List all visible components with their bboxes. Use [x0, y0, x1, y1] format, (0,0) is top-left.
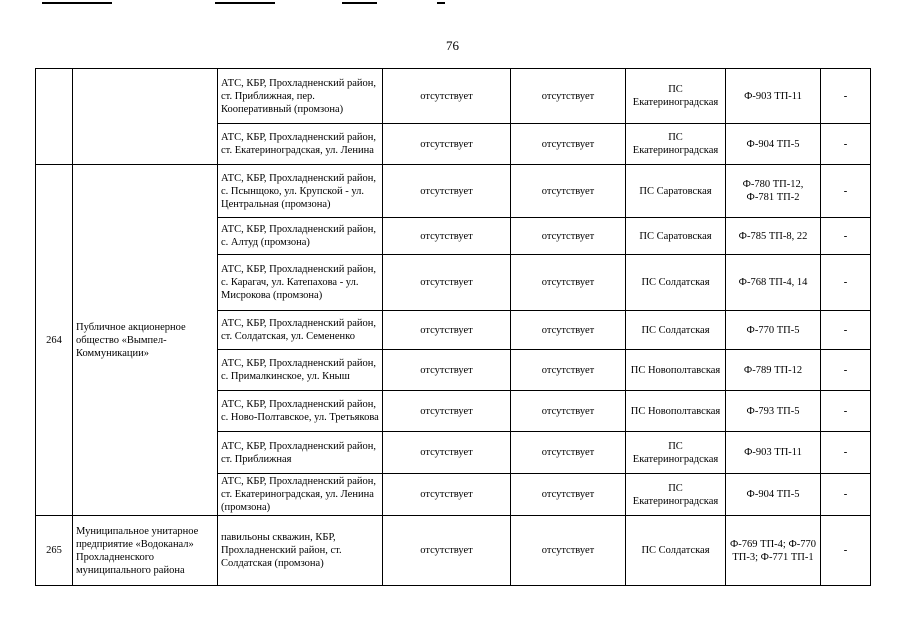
feeder-tp: Ф-904 ТП-5	[726, 124, 821, 165]
note-cell: -	[821, 516, 871, 586]
status-cell: отсутствует	[511, 350, 626, 391]
object-location: АТС, КБР, Прохладненский район, ст. Екатериноградская, ул. Ленина (промзона)	[218, 474, 383, 516]
entry-number: 265	[36, 516, 73, 586]
status-cell: отсутствует	[511, 391, 626, 432]
feeder-tp: Ф-903 ТП-11	[726, 69, 821, 124]
note-cell: -	[821, 311, 871, 350]
substation-name: ПС Солдатская	[626, 255, 726, 311]
object-location: павильоны скважин, КБР, Прохладненский район, ст. Солдатская (промзона)	[218, 516, 383, 586]
header-rule-3	[342, 2, 377, 4]
substation-name: ПС Новополтавская	[626, 350, 726, 391]
status-cell: отсутствует	[383, 432, 511, 474]
header-rule-1	[42, 2, 112, 4]
object-location: АТС, КБР, Прохладненский район, с. Псынщоко, ул. Крупской - ул. Центральная (промзона)	[218, 165, 383, 218]
object-location: АТС, КБР, Прохладненский район, ст. Приближная, пер. Кооперативный (промзона)	[218, 69, 383, 124]
note-cell: -	[821, 350, 871, 391]
status-cell: отсутствует	[511, 432, 626, 474]
status-cell: отсутствует	[383, 165, 511, 218]
organization-name: Публичное акционерное общество «Вымпел-Коммуникации»	[73, 165, 218, 516]
status-cell: отсутствует	[383, 69, 511, 124]
status-cell: отсутствует	[383, 311, 511, 350]
feeder-tp: Ф-768 ТП-4, 14	[726, 255, 821, 311]
substation-name: ПС Саратовская	[626, 218, 726, 255]
substation-name: ПС Саратовская	[626, 165, 726, 218]
object-location: АТС, КБР, Прохладненский район, с. Карагач, ул. Катепахова - ул. Мисрокова (промзона)	[218, 255, 383, 311]
status-cell: отсутствует	[511, 516, 626, 586]
note-cell: -	[821, 218, 871, 255]
page-number: 76	[446, 38, 459, 53]
status-cell: отсутствует	[383, 218, 511, 255]
feeder-tp: Ф-789 ТП-12	[726, 350, 821, 391]
header-rule-2	[215, 2, 275, 4]
object-location: АТС, КБР, Прохладненский район, ст. Екатериноградская, ул. Ленина	[218, 124, 383, 165]
status-cell: отсутствует	[511, 165, 626, 218]
feeder-tp: Ф-904 ТП-5	[726, 474, 821, 516]
status-cell: отсутствует	[383, 124, 511, 165]
note-cell: -	[821, 391, 871, 432]
note-cell: -	[821, 165, 871, 218]
status-cell: отсутствует	[383, 474, 511, 516]
status-cell: отсутствует	[511, 69, 626, 124]
organization-name	[73, 69, 218, 165]
note-cell: -	[821, 255, 871, 311]
note-cell: -	[821, 432, 871, 474]
status-cell: отсутствует	[383, 516, 511, 586]
table-row	[36, 69, 871, 124]
status-cell: отсутствует	[511, 311, 626, 350]
substation-name: ПС Екатериноградская	[626, 474, 726, 516]
entry-number	[36, 69, 73, 165]
object-location: АТС, КБР, Прохладненский район, с. Прималкинское, ул. Кныш	[218, 350, 383, 391]
feeder-tp: Ф-780 ТП-12, Ф-781 ТП-2	[726, 165, 821, 218]
data-table	[35, 68, 871, 586]
substation-name: ПС Екатериноградская	[626, 432, 726, 474]
status-cell: отсутствует	[511, 474, 626, 516]
organization-name: Муниципальное унитарное предприятие «Водоканал» Прохладненского муниципального района	[73, 516, 218, 586]
status-cell: отсутствует	[511, 124, 626, 165]
status-cell: отсутствует	[383, 255, 511, 311]
object-location: АТС, КБР, Прохладненский район, с. Алтуд (промзона)	[218, 218, 383, 255]
feeder-tp: Ф-903 ТП-11	[726, 432, 821, 474]
substation-name: ПС Новополтавская	[626, 391, 726, 432]
table-row	[36, 516, 871, 586]
status-cell: отсутствует	[383, 391, 511, 432]
entry-number: 264	[36, 165, 73, 516]
object-location: АТС, КБР, Прохладненский район, ст. Солдатская, ул. Семененко	[218, 311, 383, 350]
note-cell: -	[821, 69, 871, 124]
substation-name: ПС Екатериноградская	[626, 124, 726, 165]
note-cell: -	[821, 474, 871, 516]
substation-name: ПС Солдатская	[626, 311, 726, 350]
feeder-tp: Ф-793 ТП-5	[726, 391, 821, 432]
status-cell: отсутствует	[383, 350, 511, 391]
status-cell: отсутствует	[511, 255, 626, 311]
table-row	[36, 165, 871, 218]
feeder-tp: Ф-769 ТП-4; Ф-770 ТП-3; Ф-771 ТП-1	[726, 516, 821, 586]
header-rule-4	[437, 2, 445, 4]
substation-name: ПС Екатериноградская	[626, 69, 726, 124]
object-location: АТС, КБР, Прохладненский район, с. Ново-Полтавское, ул. Третьякова	[218, 391, 383, 432]
substation-name: ПС Солдатская	[626, 516, 726, 586]
feeder-tp: Ф-785 ТП-8, 22	[726, 218, 821, 255]
status-cell: отсутствует	[511, 218, 626, 255]
feeder-tp: Ф-770 ТП-5	[726, 311, 821, 350]
object-location: АТС, КБР, Прохладненский район, ст. Приближная	[218, 432, 383, 474]
note-cell: -	[821, 124, 871, 165]
